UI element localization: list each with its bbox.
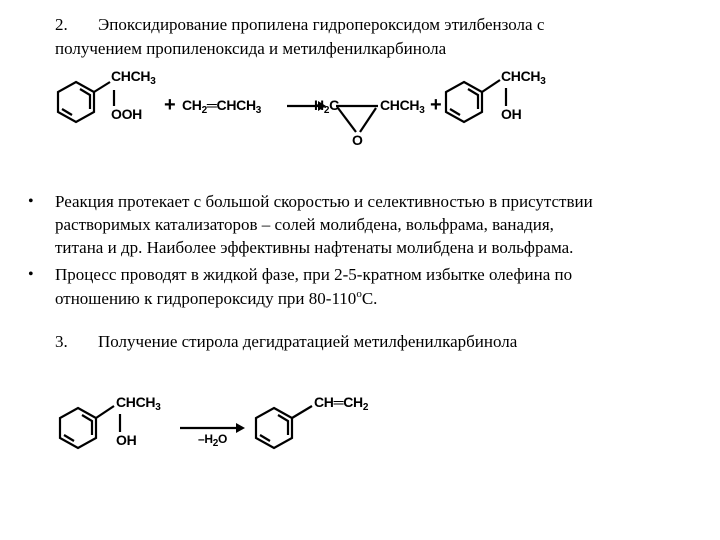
- bullet-1-line2: растворимых катализаторов – солей молибдена, вольфрама, ванадия,: [55, 215, 554, 234]
- product2-oh-label: OH: [501, 106, 522, 122]
- bullet-2-line1: Процесс проводят в жидкой фазе, при 2-5-кратном избытке олефина по: [55, 265, 573, 284]
- bullet-marker-1: •: [28, 193, 34, 210]
- epoxide-chch3-label: $CHCH_3$: [380, 97, 425, 116]
- reactant3-chch3-label: $CHCH_3$: [116, 394, 161, 413]
- reactant1-ooh-label: OOH: [111, 106, 142, 122]
- benzene-ring-reactant3: [60, 406, 120, 448]
- plus-sign-2: +: [430, 94, 442, 116]
- product2-chch3-label: $CHCH_3$: [501, 68, 546, 87]
- section-3-number: 3.: [55, 332, 68, 351]
- bullet-1-line3: титана и др. Наиболее эффективны нафтенаты молибдена и вольфрама.: [55, 238, 574, 257]
- arrow-label-minus-water: $-H_2O$: [198, 432, 228, 449]
- epoxide-oxygen-label: O: [352, 132, 363, 148]
- section-2-title-line2: получением пропиленоксида и метилфенилкарбинола: [55, 39, 447, 58]
- epoxide-h2c-label: $H_2C$: [314, 97, 339, 116]
- section-3-title: Получение стирола дегидратацией метилфенилкарбинола: [98, 332, 518, 351]
- benzene-ring-product3: [256, 406, 312, 448]
- benzene-ring-product2: [446, 80, 506, 122]
- bullet-2-line2: отношению к гидропероксиду при $80-110^оС$.: [55, 288, 378, 308]
- epoxide-ring: [336, 106, 378, 132]
- propylene-label: $CH_2═CHCH_3$: [182, 97, 262, 116]
- reactant1-chchch3-label: $CHCH_3$: [111, 68, 156, 87]
- section-2-number: 2.: [55, 15, 68, 34]
- plus-sign-1: +: [164, 94, 176, 116]
- reactant3-oh-label: OH: [116, 432, 137, 448]
- benzene-ring-reactant1: [58, 82, 114, 122]
- bullet-1-line1: Реакция протекает с большой скоростью и селективностью в присутствии: [55, 192, 593, 211]
- styrene-vinyl-label: $CH═CH_2$: [314, 394, 369, 413]
- section-2-title-line1: Эпоксидирование пропилена гидропероксидом этилбензола с: [98, 15, 545, 34]
- bullet-marker-2: •: [28, 266, 34, 283]
